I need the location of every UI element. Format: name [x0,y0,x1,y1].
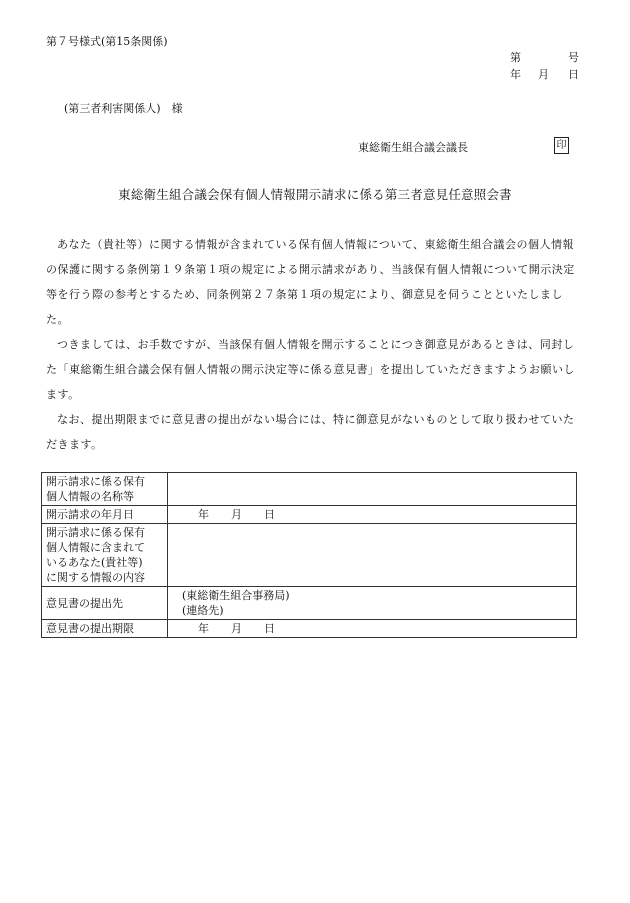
destination-contact: (連絡先) [182,604,224,617]
deadline-month: 月 [231,622,242,635]
label-line: 個人情報の名称等 [46,490,134,503]
label-line: 開示請求に係る保有 [46,475,145,488]
table-row [42,587,577,620]
label-line: いるあなた(貴社等) [46,556,143,569]
table-row [42,473,577,506]
request-date-year: 年 [198,508,209,521]
date-day-label: 日 [568,68,579,81]
request-date-month: 月 [231,508,242,521]
submission-destination-value [168,587,577,620]
body-paragraph-3: なお、提出期限までに意見書の提出がない場合には、特に御意見がないものとして取り扱わせていただきます。 [46,413,575,451]
table-row [42,524,577,587]
form-number: 第７号様式(第15条関係) [46,35,168,48]
submission-deadline-label: 意見書の提出期限 [42,620,168,638]
request-date-value [168,506,577,524]
seal-stamp: 印 [554,137,569,154]
related-info-value [168,524,577,587]
label-line: に関する情報の内容 [46,571,145,584]
deadline-year: 年 [198,622,209,635]
addressee: (第三者利害関係人) 様 [64,102,183,115]
label-line: 開示請求に係る保有 [46,526,145,539]
table-row [42,620,577,638]
body-paragraph-2: つきましては、お手数ですが、当該保有個人情報を開示することにつき御意見があるときは、同封した「東総衛生組合議会保有個人情報の開示決定等に係る意見書」を提出していただきますようお願いします。 [46,338,575,401]
body-paragraph-1: あなた（貴社等）に関する情報が含まれている保有個人情報について、東総衛生組合議会の個人情報の保護に関する条例第１９条第１項の規定による開示請求があり、当該保有個人情報について開示決定等を行う際の参考とするため、同条例第２７条第１項の規定により、御意見を伺うことといたしました。 [46,238,575,326]
destination-office: (東総衛生組合事務局) [182,589,290,602]
related-info-label [42,524,168,587]
number-label-dai: 第 [510,51,521,64]
date-month-label: 月 [538,68,549,81]
date-year-label: 年 [510,68,521,81]
body-text [46,232,582,457]
request-date-label: 開示請求の年月日 [42,506,168,524]
info-name-value [168,473,577,506]
table-row [42,506,577,524]
submission-destination-label: 意見書の提出先 [42,587,168,620]
sender: 東総衛生組合議会議長 [358,141,468,154]
number-label-go: 号 [568,51,579,64]
info-name-label [42,473,168,506]
deadline-day: 日 [264,622,275,635]
document-title: 東総衛生組合議会保有個人情報開示請求に係る第三者意見任意照会書 [118,187,512,202]
request-date-day: 日 [264,508,275,521]
label-line: 個人情報に含まれて [46,541,145,554]
submission-deadline-value [168,620,577,638]
info-table [41,472,577,638]
